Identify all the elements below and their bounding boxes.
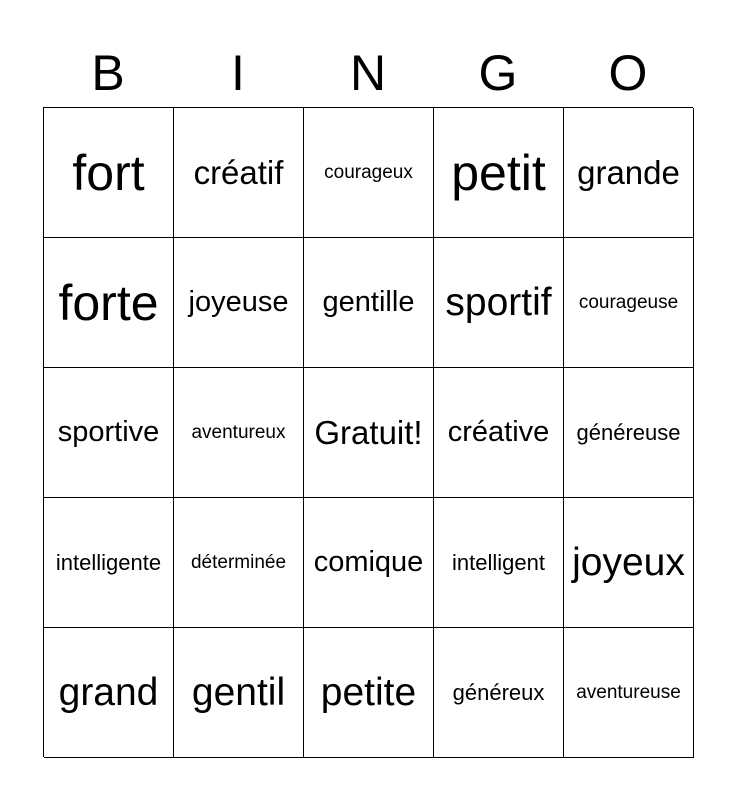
bingo-cell-r5-c2[interactable]: gentil — [174, 628, 304, 758]
bingo-cell-r3-c3-free[interactable]: Gratuit! — [304, 368, 434, 498]
bingo-cell-r5-c4[interactable]: généreux — [434, 628, 564, 758]
bingo-cell-r1-c1[interactable]: fort — [44, 108, 174, 238]
bingo-cell-r4-c5[interactable]: joyeux — [564, 498, 694, 628]
bingo-cell-r4-c1[interactable]: intelligente — [44, 498, 174, 628]
bingo-cell-r3-c4[interactable]: créative — [434, 368, 564, 498]
bingo-header — [43, 40, 693, 106]
bingo-cell-r1-c4[interactable]: petit — [434, 108, 564, 238]
bingo-cell-r4-c3[interactable]: comique — [304, 498, 434, 628]
bingo-cell-r5-c1[interactable]: grand — [44, 628, 174, 758]
bingo-cell-r3-c2[interactable]: aventureux — [174, 368, 304, 498]
bingo-cell-r1-c5[interactable]: grande — [564, 108, 694, 238]
header-letter-i: I — [231, 45, 245, 101]
bingo-cell-r2-c3[interactable]: gentille — [304, 238, 434, 368]
bingo-cell-r3-c1[interactable]: sportive — [44, 368, 174, 498]
header-letter-o: O — [608, 45, 648, 101]
header-letter-n: N — [349, 45, 387, 101]
bingo-cell-r1-c2[interactable]: créatif — [174, 108, 304, 238]
bingo-cell-r3-c5[interactable]: généreuse — [564, 368, 694, 498]
bingo-cell-r2-c4[interactable]: sportif — [434, 238, 564, 368]
header-letter-b: B — [91, 45, 125, 101]
bingo-cell-r2-c1[interactable]: forte — [44, 238, 174, 368]
bingo-cell-r1-c3[interactable]: courageux — [304, 108, 434, 238]
header-letter-g: G — [478, 45, 518, 101]
bingo-cell-r5-c5[interactable]: aventureuse — [564, 628, 694, 758]
bingo-cell-r5-c3[interactable]: petite — [304, 628, 434, 758]
bingo-cell-r2-c5[interactable]: courageuse — [564, 238, 694, 368]
bingo-cell-r4-c4[interactable]: intelligent — [434, 498, 564, 628]
bingo-cell-r2-c2[interactable]: joyeuse — [174, 238, 304, 368]
bingo-cell-r4-c2[interactable]: déterminée — [174, 498, 304, 628]
bingo-card-grid — [43, 107, 693, 757]
